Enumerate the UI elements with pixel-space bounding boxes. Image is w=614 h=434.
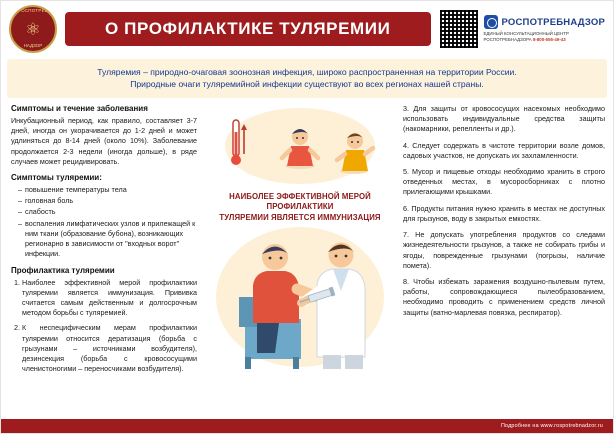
symptoms-list-heading: Симптомы туляремии: [11,173,102,182]
prevention-item-8: 8. Чтобы избежать заражения воздушно-пылевым путем, работы, сопровождающиеся пылеобразованием, необходимо проводить с применением средств личной защиты (ватно-марлевая повязка, респиратор). [403,276,605,317]
rospotrebnadzor-emblem-icon [9,5,57,53]
list-item: 2. К неспецифическим мерам профилактики туляремии относится дератизация (борьба с грызунами – источниками возбудителя), дезинсекция (борьба с кровососущими членистоногими – переносчиками возбудителя). [22,323,197,374]
intro-line-1: Туляремия – природно-очаговая зоонозная инфекция, широко распространенная на территории России. [97,67,517,77]
list-item: – повышение температуры тела [18,185,197,195]
prevention-heading: Профилактика туляремии [11,265,115,275]
rpn-contact-block [484,31,604,43]
page-title: О ПРОФИЛАКТИКЕ ТУЛЯРЕМИИ [105,19,391,38]
symptoms-list [11,185,197,260]
symptoms-illustration [205,104,395,190]
intro-line-2: Природные очаги туляремийной инфекции существуют во всех регионах нашей страны. [130,79,484,90]
doctor-and-patient-icon [205,227,395,377]
immunization-caption [205,192,395,224]
intro-band [7,59,607,98]
rpn-sub-line-2: РОСПОТРЕБНАДЗОРА [483,37,532,42]
list-item: 1. Наиболее эффективной мерой профилактики туляремии является иммунизация. Прививка считается самым действенным и долгосрочным методом борьбы с туляремией. [22,278,197,319]
prevention-item-6: 6. Продукты питания нужно хранить в местах не доступных для грызунов, воду в закрытых емкостях. [403,203,605,223]
prevention-list [11,278,197,375]
poster-footer [1,419,613,433]
symptoms-heading: Симптомы и течение заболевания [11,103,148,113]
rpn-logo-icon [484,15,498,29]
caption-line-2: ТУЛЯРЕМИИ ЯВЛЯЕТСЯ ИММУНИЗАЦИЯ [219,212,381,222]
rpn-sub-line-1: ЕДИНЫЙ КОНСУЛЬТАЦИОННЫЙ ЦЕНТР [483,31,569,37]
list-item: – воспаления лимфатических узлов и прилежащей к ним ткани (образование бубона), возникающих регионарно в зависимости от "входных ворот" инфекции. [18,219,197,260]
list-item: – головная боль [18,196,197,206]
title-banner [65,12,431,46]
double-eagle-icon: ⚛ [25,19,41,39]
right-column [403,104,605,381]
vaccination-illustration [205,227,395,377]
prevention-item-7: 7. Не допускать употребления продуктов со следами жизнедеятельности грызунов, а также не собирать грибы и ягоды, поврежденные грызунами (погрызы, наличие помета). [403,230,605,270]
rpn-hotline-phone: 8-800-555-49-43 [532,37,566,42]
rpn-title-row [484,15,606,29]
list-item: – слабость [18,207,197,217]
thermometer-icon [227,118,247,170]
rpn-name: РОСПОТРЕБНАДЗОР [501,16,605,28]
left-column [11,104,197,381]
person-headache-illustration [277,120,323,170]
rpn-identity-block [484,15,606,43]
emblem-bottom-text: НАДЗОР [23,43,43,49]
emblem-top-text: РОСПОТРЕБ [18,8,48,13]
footer-link-text[interactable]: Подробнее на www.rospotrebnadzor.ru [500,423,603,429]
middle-column [205,104,395,381]
qr-code-icon[interactable] [439,9,479,49]
poster-header [1,1,613,57]
prevention-item-5: 5. Мусор и пищевые отходы необходимо хранить в строго отведенных местах, в мусоросборниках с плотно прилегающими крышками. [403,167,605,197]
symptoms-paragraph: Инкубационный период, как правило, составляет 3-7 дней, иногда он укорачивается до 1-2 дней и может удлиняться до 8-14 дней (около 10%). Заболевание продолжается 2-3 недели (иногда дольше), в ряде случаев может рецидивировать. [11,115,197,166]
prevention-item-4: 4. Следует содержать в чистоте территории возле домов, садовых участков, не допускать их захламленности. [403,140,605,160]
poster-body [1,98,613,381]
person-weakness-illustration [331,126,377,174]
header-right-block [439,9,606,49]
prevention-item-3: 3. Для защиты от кровососущих насекомых необходимо использовать индивидуальные средства защиты (накомарники, репелленты и др.). [403,103,605,134]
caption-line-1: НАИБОЛЕЕ ЭФФЕКТИВНОЙ МЕРОЙ ПРОФИЛАКТИКИ [229,191,371,212]
